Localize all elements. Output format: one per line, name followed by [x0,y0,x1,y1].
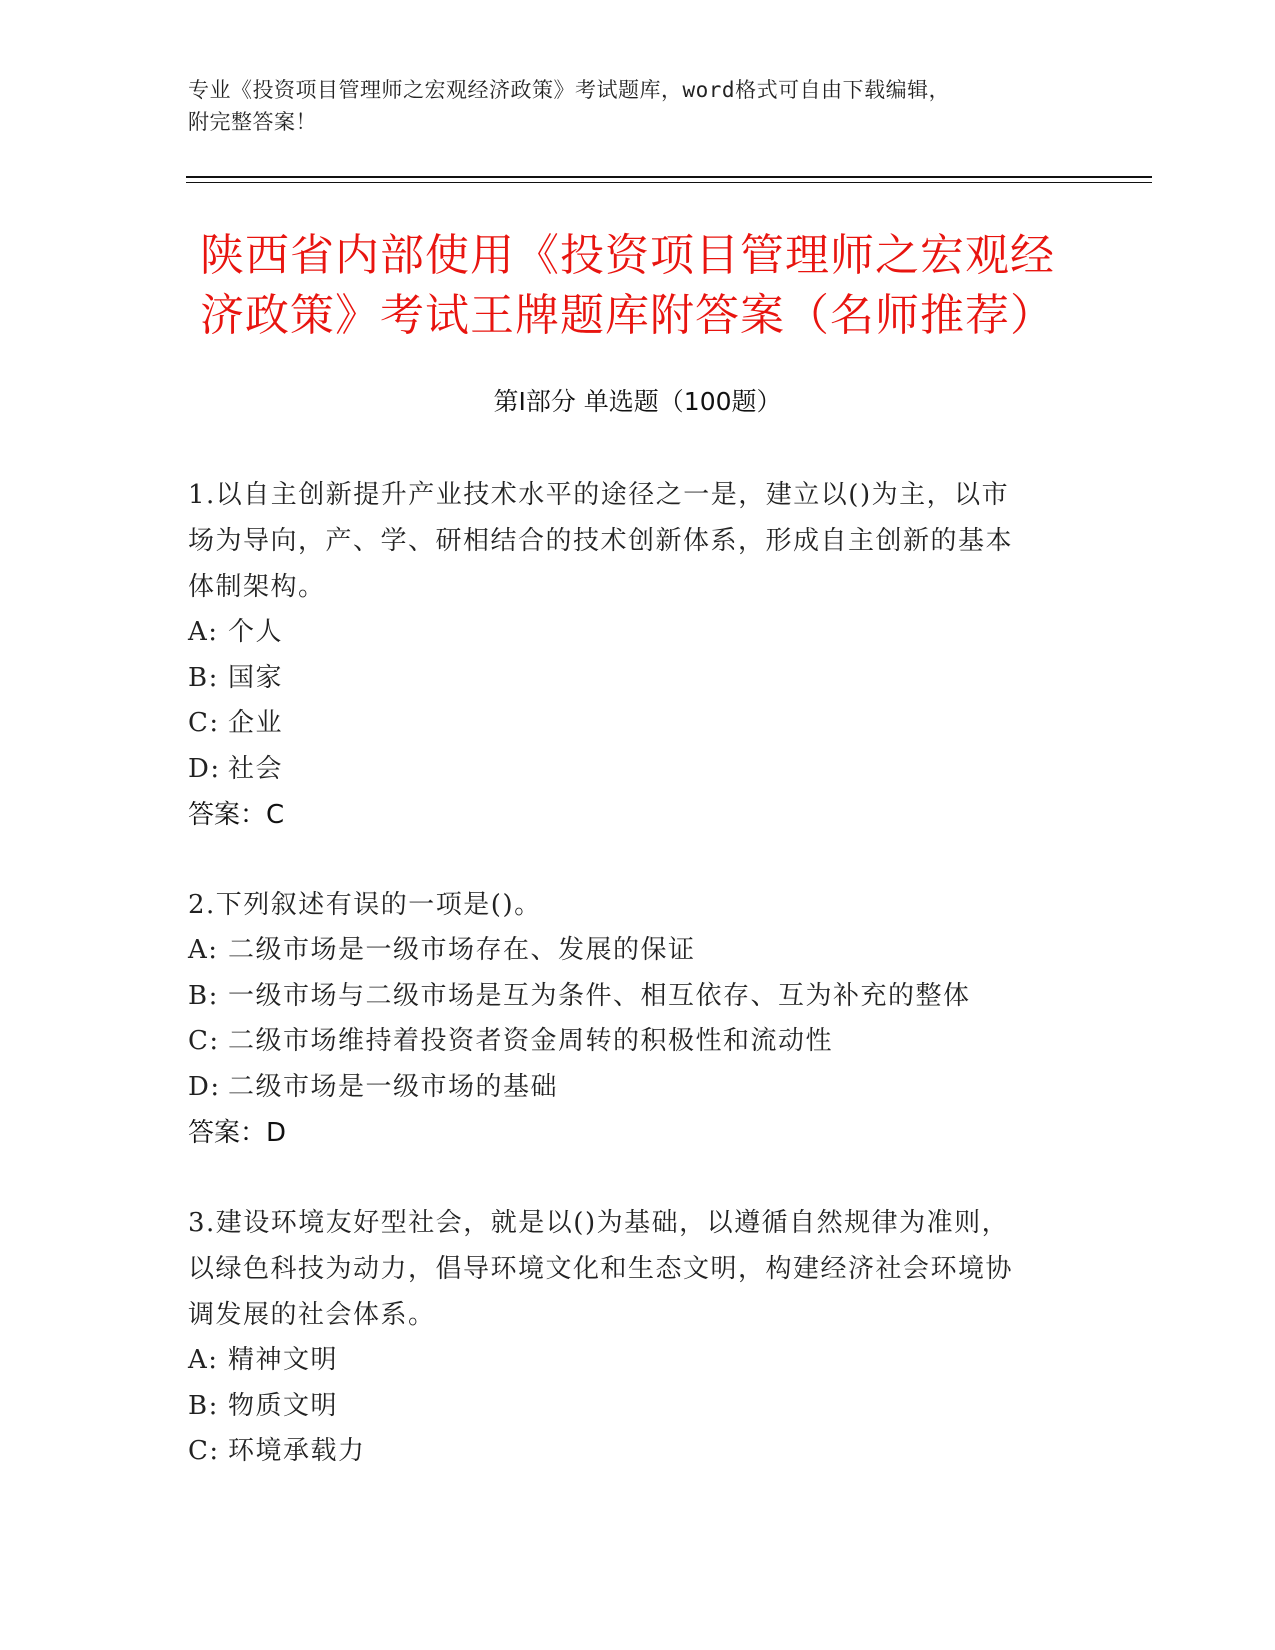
option-d [188,747,1068,793]
question-list [188,472,1068,1519]
section-heading: 第Ⅰ部分 单选题（100题） [493,387,782,416]
option-key: A: [188,617,219,647]
question-item [188,472,1068,838]
question-stem-line: 1.以自主创新提升产业技术水平的途径之一是，建立以()为主，以市 [188,480,1010,510]
option-key: B: [188,1390,219,1421]
option-key: C: [188,1026,220,1056]
question-stem [188,882,1068,928]
question-stem [188,472,1068,610]
option-key: D: [188,753,221,784]
option-text: 社会 [228,753,284,784]
option-key: C: [188,708,220,738]
option-d [188,1065,1068,1111]
question-stem-line: 3.建设环境友好型社会，就是以()为基础，以遵循自然规律为准则， [188,1208,1010,1238]
header-divider-thin [186,182,1152,183]
option-c [188,1019,1068,1065]
option-key: D: [188,1071,221,1102]
question-stem-line: 2.下列叙述有误的一项是()。 [188,890,542,920]
option-text: 二级市场是一级市场存在、发展的保证 [228,935,696,965]
question-stem-line: 以绿色科技为动力，倡导环境文化和生态文明，构建经济社会环境协 [188,1254,1014,1284]
question-item [188,882,1068,1156]
option-key: C: [188,1436,220,1466]
option-text: 二级市场维持着投资者资金周转的积极性和流动性 [228,1026,834,1056]
question-stem-line: 调发展的社会体系。 [188,1300,436,1330]
option-a [188,610,1068,656]
option-a [188,1338,1068,1384]
option-text: 二级市场是一级市场的基础 [228,1071,559,1102]
option-key: B: [188,980,219,1011]
header-note-line: 专业《投资项目管理师之宏观经济政策》考试题库，word格式可自由下载编辑， [188,78,951,102]
option-b [188,656,1068,702]
document-title-line: 陕西省内部使用《投资项目管理师之宏观经 [200,230,1055,281]
question-stem-line: 体制架构。 [188,572,326,602]
question-stem-line: 场为导向，产、学、研相结合的技术创新体系，形成自主创新的基本 [188,526,1014,556]
option-text: 物质文明 [228,1390,339,1421]
document-title [200,226,1100,346]
option-text: 国家 [228,662,284,693]
question-item [188,1200,1068,1475]
document-title-line: 济政策》考试王牌题库附答案（名师推荐） [200,290,1055,341]
option-c [188,701,1068,747]
option-text: 一级市场与二级市场是互为条件、相互依存、互为补充的整体 [228,980,971,1011]
header-note [188,74,1088,138]
option-text: 环境承载力 [228,1436,366,1466]
option-text: 企业 [228,708,284,738]
option-key: A: [188,935,219,965]
answer-line: 答案：D [188,1118,287,1148]
option-b [188,1384,1068,1430]
option-key: A: [188,1345,219,1375]
option-c [188,1429,1068,1475]
option-text: 个人 [228,617,284,647]
option-a [188,928,1068,974]
option-text: 精神文明 [228,1345,339,1375]
option-b [188,974,1068,1020]
header-divider-thick [186,176,1152,178]
header-note-line: 附完整答案！ [188,110,317,134]
question-stem [188,1200,1068,1338]
option-key: B: [188,662,219,693]
answer-line: 答案：C [188,800,285,830]
